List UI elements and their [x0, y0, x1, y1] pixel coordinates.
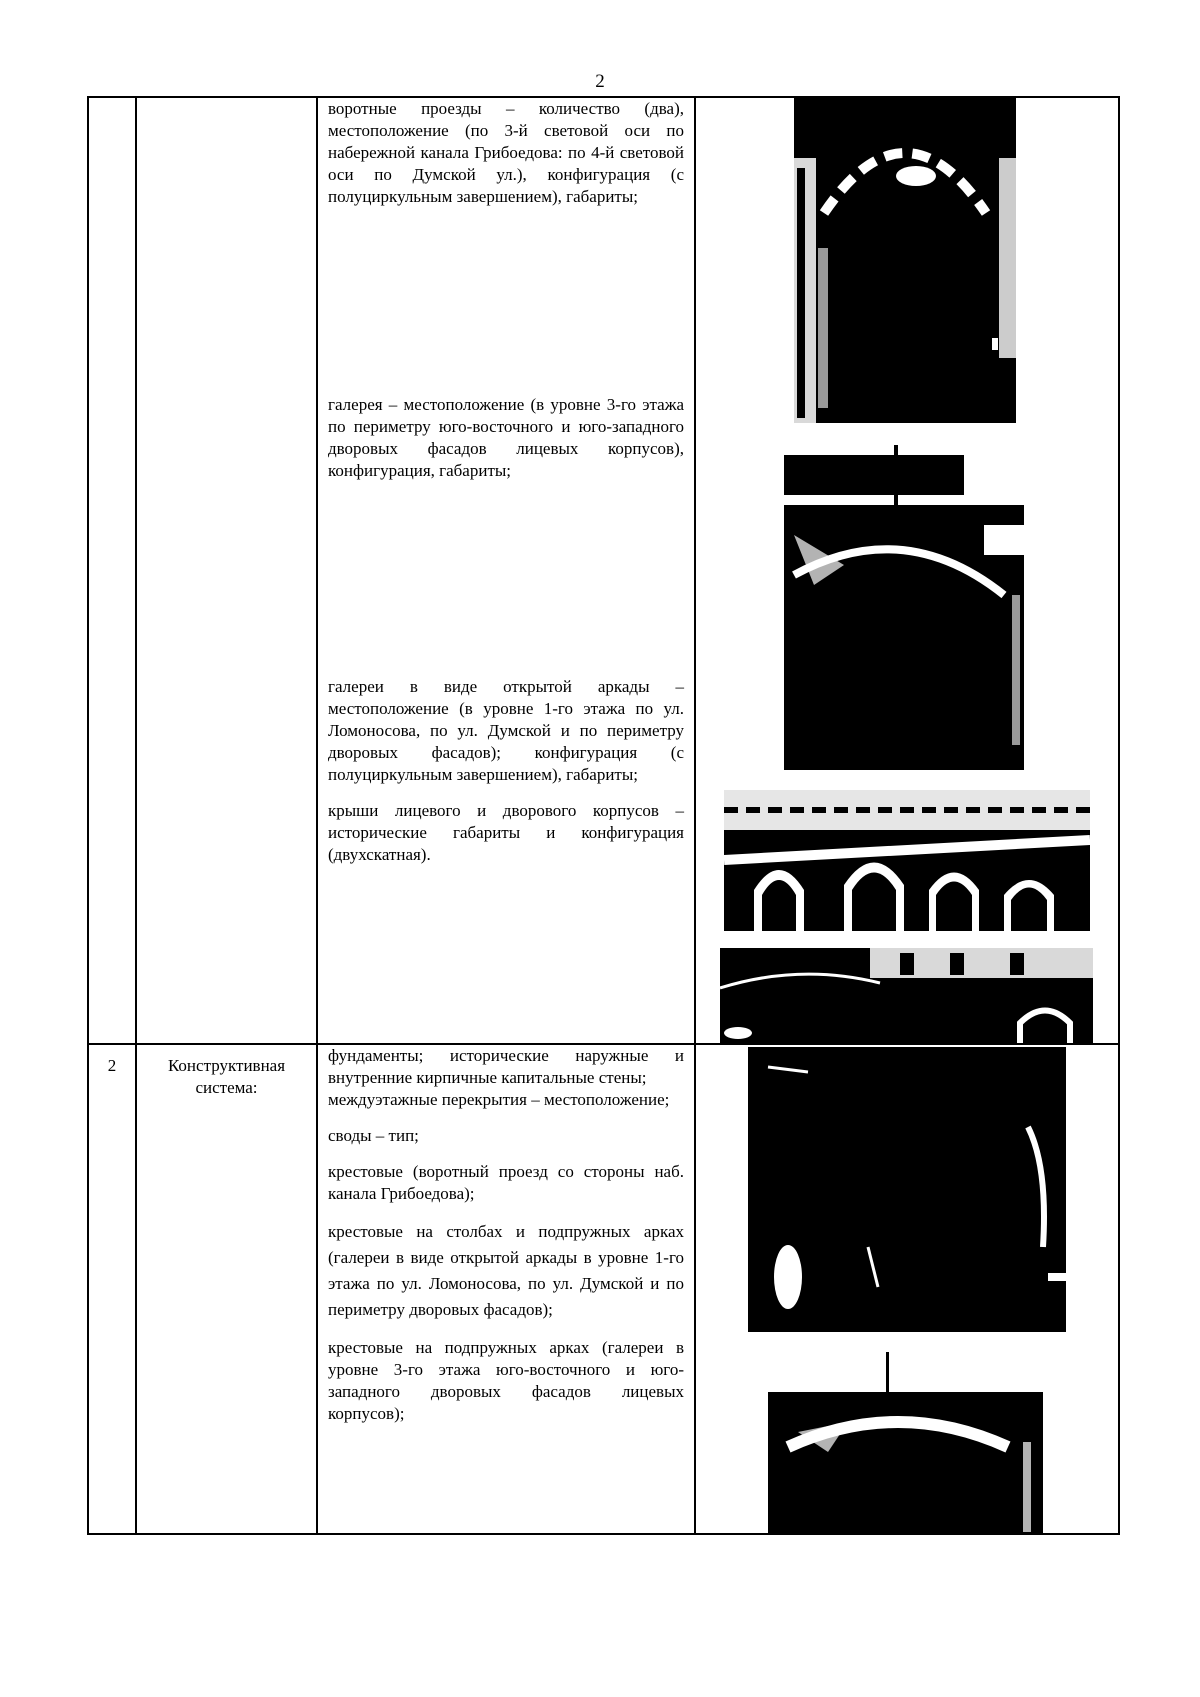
table-row	[88, 1044, 1119, 1534]
gallery-photo	[784, 445, 1024, 770]
protection-subject-table	[87, 96, 1120, 1535]
vault-photo	[748, 1047, 1066, 1332]
row-photo-cell	[695, 97, 1119, 1044]
gate-passages-text: воротные проезды – количество (два), местоположение (по 3-й световой оси по набережной канала Грибоедова: по 4-й световой оси по Думской ул.), конфигурация (с полуциркульным завершением), габариты;	[328, 99, 684, 206]
gallery-text: галерея – местоположение (в уровне 3-го этажа по периметру юго-восточного и юго-западного дворовых фасадов лицевых корпусов), конфигурация, габариты;	[328, 395, 684, 480]
row-system-cell: Конструктивная система:	[136, 1044, 317, 1534]
row-photo-cell	[695, 1044, 1119, 1534]
roof-photo	[720, 948, 1093, 1043]
floors-text: междуэтажные перекрытия – местоположение;	[328, 1090, 670, 1109]
table-row	[88, 97, 1119, 1044]
row-description-cell	[317, 97, 695, 1044]
cross-vaults-gate-text: крестовые (воротный проезд со стороны наб. канала Грибоедова);	[328, 1162, 684, 1203]
cross-vaults-gallery-text: крестовые на подпружных арках (галереи в уровне 3-го этажа юго-восточного и юго-западного дворовых фасадов лицевых корпусов);	[328, 1338, 684, 1423]
cross-vaults-arcade-text: крестовые на столбах и подпружных арках (галереи в виде открытой аркады в уровне 1-го этажа по ул. Ломоносова, по ул. Думской и по периметру дворовых фасадов);	[328, 1222, 684, 1319]
row-number-cell	[88, 97, 136, 1044]
arcade-text: галереи в виде открытой аркады – местоположение (в уровне 1-го этажа по ул. Ломоносова, по ул. Думской и по периметру дворовых фасадов); конфигурация (с полуциркульным завершением), габариты;	[328, 677, 684, 784]
page-number: 2	[595, 71, 605, 92]
foundations-text: фундаменты; исторические наружные и внутренние кирпичные капитальные стены;	[328, 1046, 684, 1087]
row-description-cell	[317, 1044, 695, 1534]
vaults-text: своды – тип;	[328, 1126, 419, 1145]
vault-gallery-photo	[768, 1352, 1043, 1535]
row-number-cell: 2	[88, 1044, 136, 1534]
row-system-cell	[136, 97, 317, 1044]
roofs-text: крыши лицевого и дворового корпусов – исторические габариты и конфигурация (двухскатная).	[328, 801, 684, 864]
arcade-photo	[724, 790, 1090, 931]
archway-photo	[794, 98, 1016, 423]
